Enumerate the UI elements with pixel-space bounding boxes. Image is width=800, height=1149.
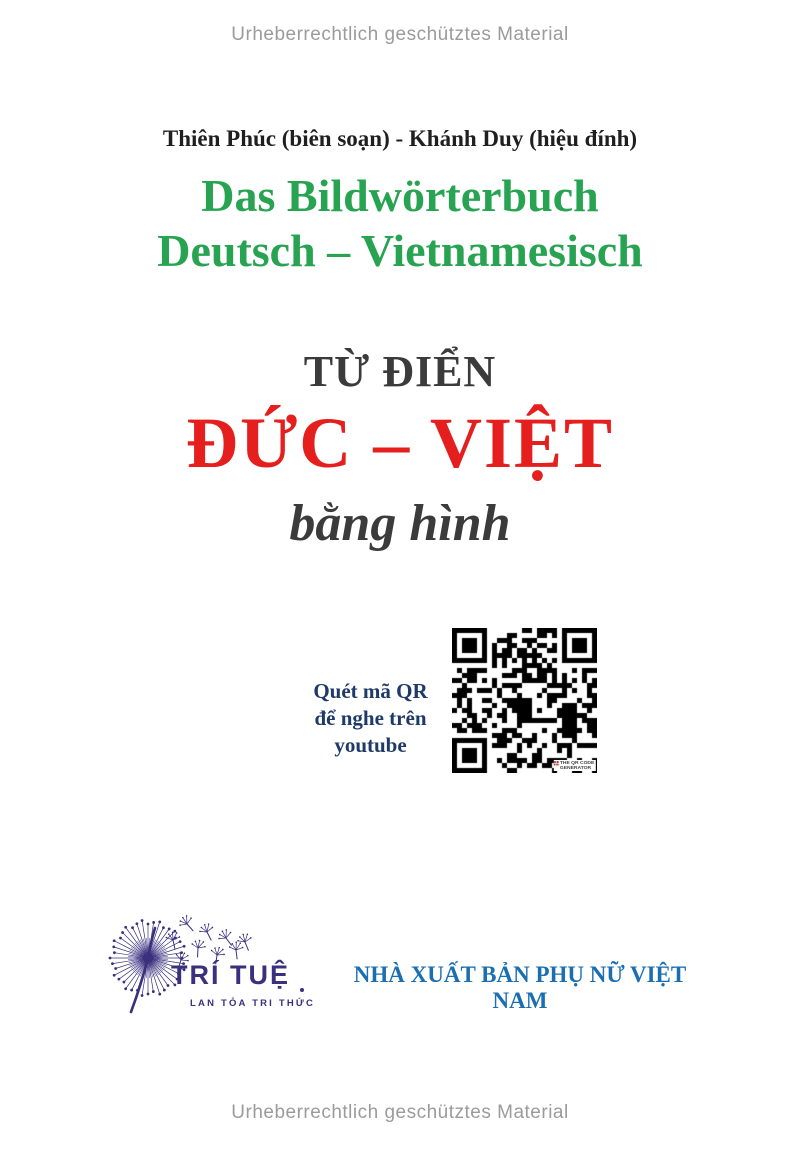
qr-caption-line1: Quét mã QR: [313, 679, 428, 703]
qr-code: [452, 628, 597, 773]
german-title-line2: Deutsch – Vietnamesisch: [157, 225, 643, 276]
publisher-name: NHÀ XUẤT BẢN PHỤ NỮ VIỆT NAM: [353, 962, 687, 1013]
qr-caption-line2: để nghe trên: [314, 706, 427, 730]
logo-mark-dot: [300, 988, 304, 992]
qr-generator-label: [554, 760, 596, 771]
vietnamese-title-main: ĐỨC – VIỆT: [185, 403, 615, 483]
authors-line: Thiên Phúc (biên soạn) - Khánh Duy (hiệu đính): [162, 126, 638, 151]
logo-title: TRÍ TUỆ: [171, 960, 290, 990]
copyright-notice-bottom: Urheberrechtlich geschütztes Material: [231, 1102, 569, 1123]
vietnamese-title-kicker: TỪ ĐIỂN: [303, 347, 497, 396]
qr-caption-line3: youtube: [334, 733, 407, 757]
publisher-logo: [95, 900, 345, 1045]
vietnamese-title-sub: bằng hình: [289, 495, 511, 552]
qr-caption: [298, 678, 443, 759]
logo-tagline: LAN TỎA TRI THỨC: [190, 998, 316, 1009]
german-title-line1: Das Bildwörterbuch: [201, 170, 599, 221]
qr-generator-label-line2: GENERATOR: [560, 764, 592, 771]
qr-generator-icon: [554, 761, 559, 766]
german-title: [0, 168, 800, 278]
qr-code-image: [452, 628, 597, 773]
qr-generator-label-line1: THE QR CODE: [560, 759, 595, 766]
copyright-notice-top: Urheberrechtlich geschütztes Material: [231, 24, 569, 45]
